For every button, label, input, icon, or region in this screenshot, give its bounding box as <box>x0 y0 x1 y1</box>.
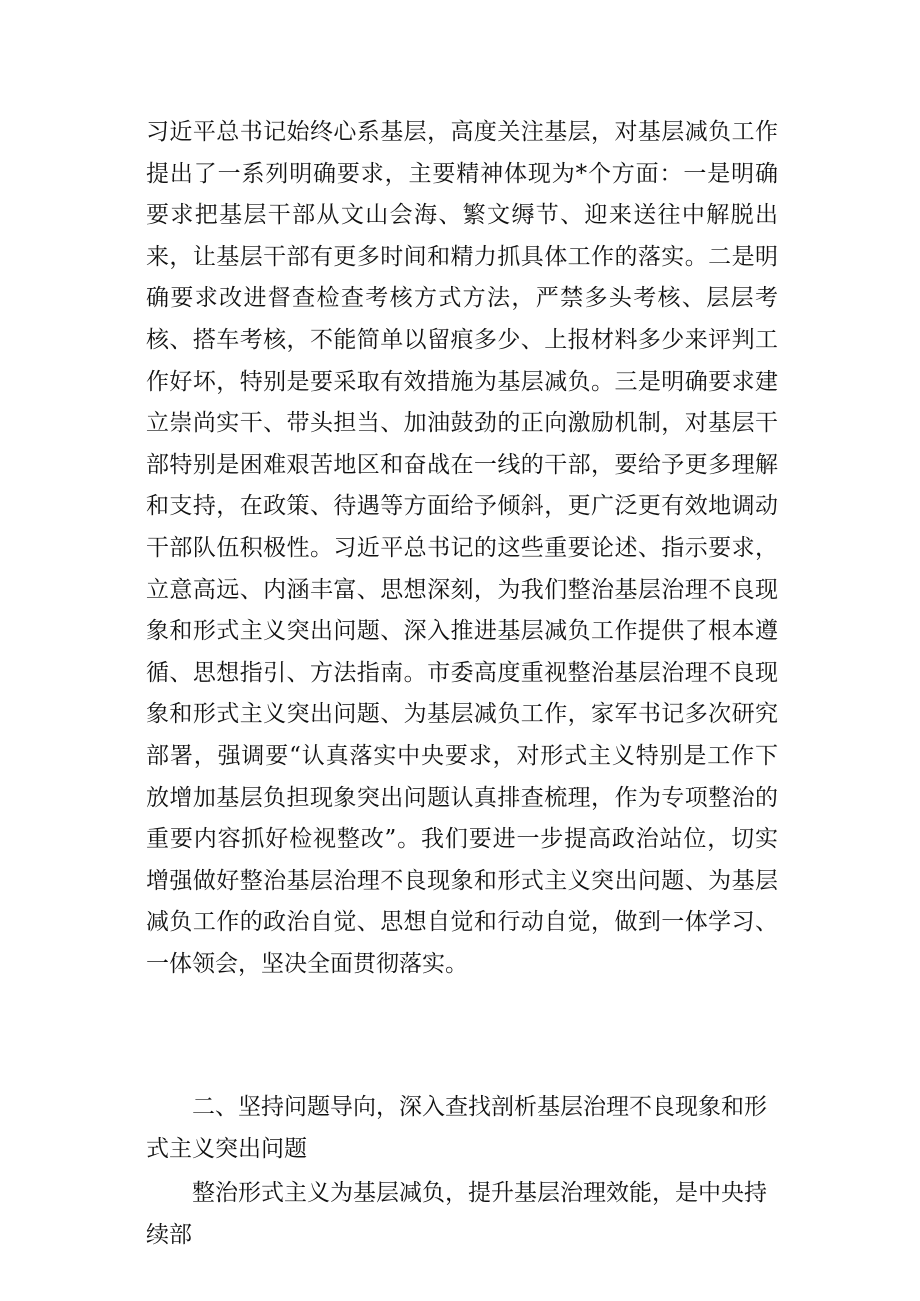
body-paragraph: 习近平总书记始终心系基层，高度关注基层，对基层减负工作提出了一系列明确要求，主要精神体现为*个方面：一是明确要求把基层干部从文山会海、繁文缛节、迎来送往中解脱出来，让基层干部有更多时间和精力抓具体工作的落实。二是明确要求改进督查检查考核方式方法，严禁多头考核、层层考核、搭车考核，不能简单以留痕多少、上报材料多少来评判工作好坏，特别是要采取有效措施为基层减负。三是明确要求建立崇尚实干、带头担当、加油鼓劲的正向激励机制，对基层干部特别是困难艰苦地区和奋战在一线的干部，要给予更多理解和支持，在政策、待遇等方面给予倾斜，更广泛更有效地调动干部队伍积极性。习近平总书记的这些重要论述、指示要求，立意高远、内涵丰富、思想深刻，为我们整治基层治理不良现象和形式主义突出问题、深入推进基层减负工作提供了根本遵循、思想指引、方法指南。市委高度重视整治基层治理不良现象和形式主义突出问题、为基层减负工作，家军书记多次研究部署，强调要“认真落实中央要求，对形式主义特别是工作下放增加基层负担现象突出问题认真排查梳理，作为专项整治的重要内容抓好检视整改”。我们要进一步提高政治站位，切实增强做好整治基层治理不良现象和形式主义突出问题、为基层减负工作的政治自觉、思想自觉和行动自觉，做到一体学习、一体领会，坚决全面贯彻落实。 <box>146 119 778 977</box>
section-heading: 二、坚持问题导向，深入查找剖析基层治理不良现象和形式主义突出问题 <box>146 1094 767 1162</box>
body-paragraph-continued: 整治形式主义为基层减负，提升基层治理效能，是中央持续部 <box>146 1180 767 1248</box>
